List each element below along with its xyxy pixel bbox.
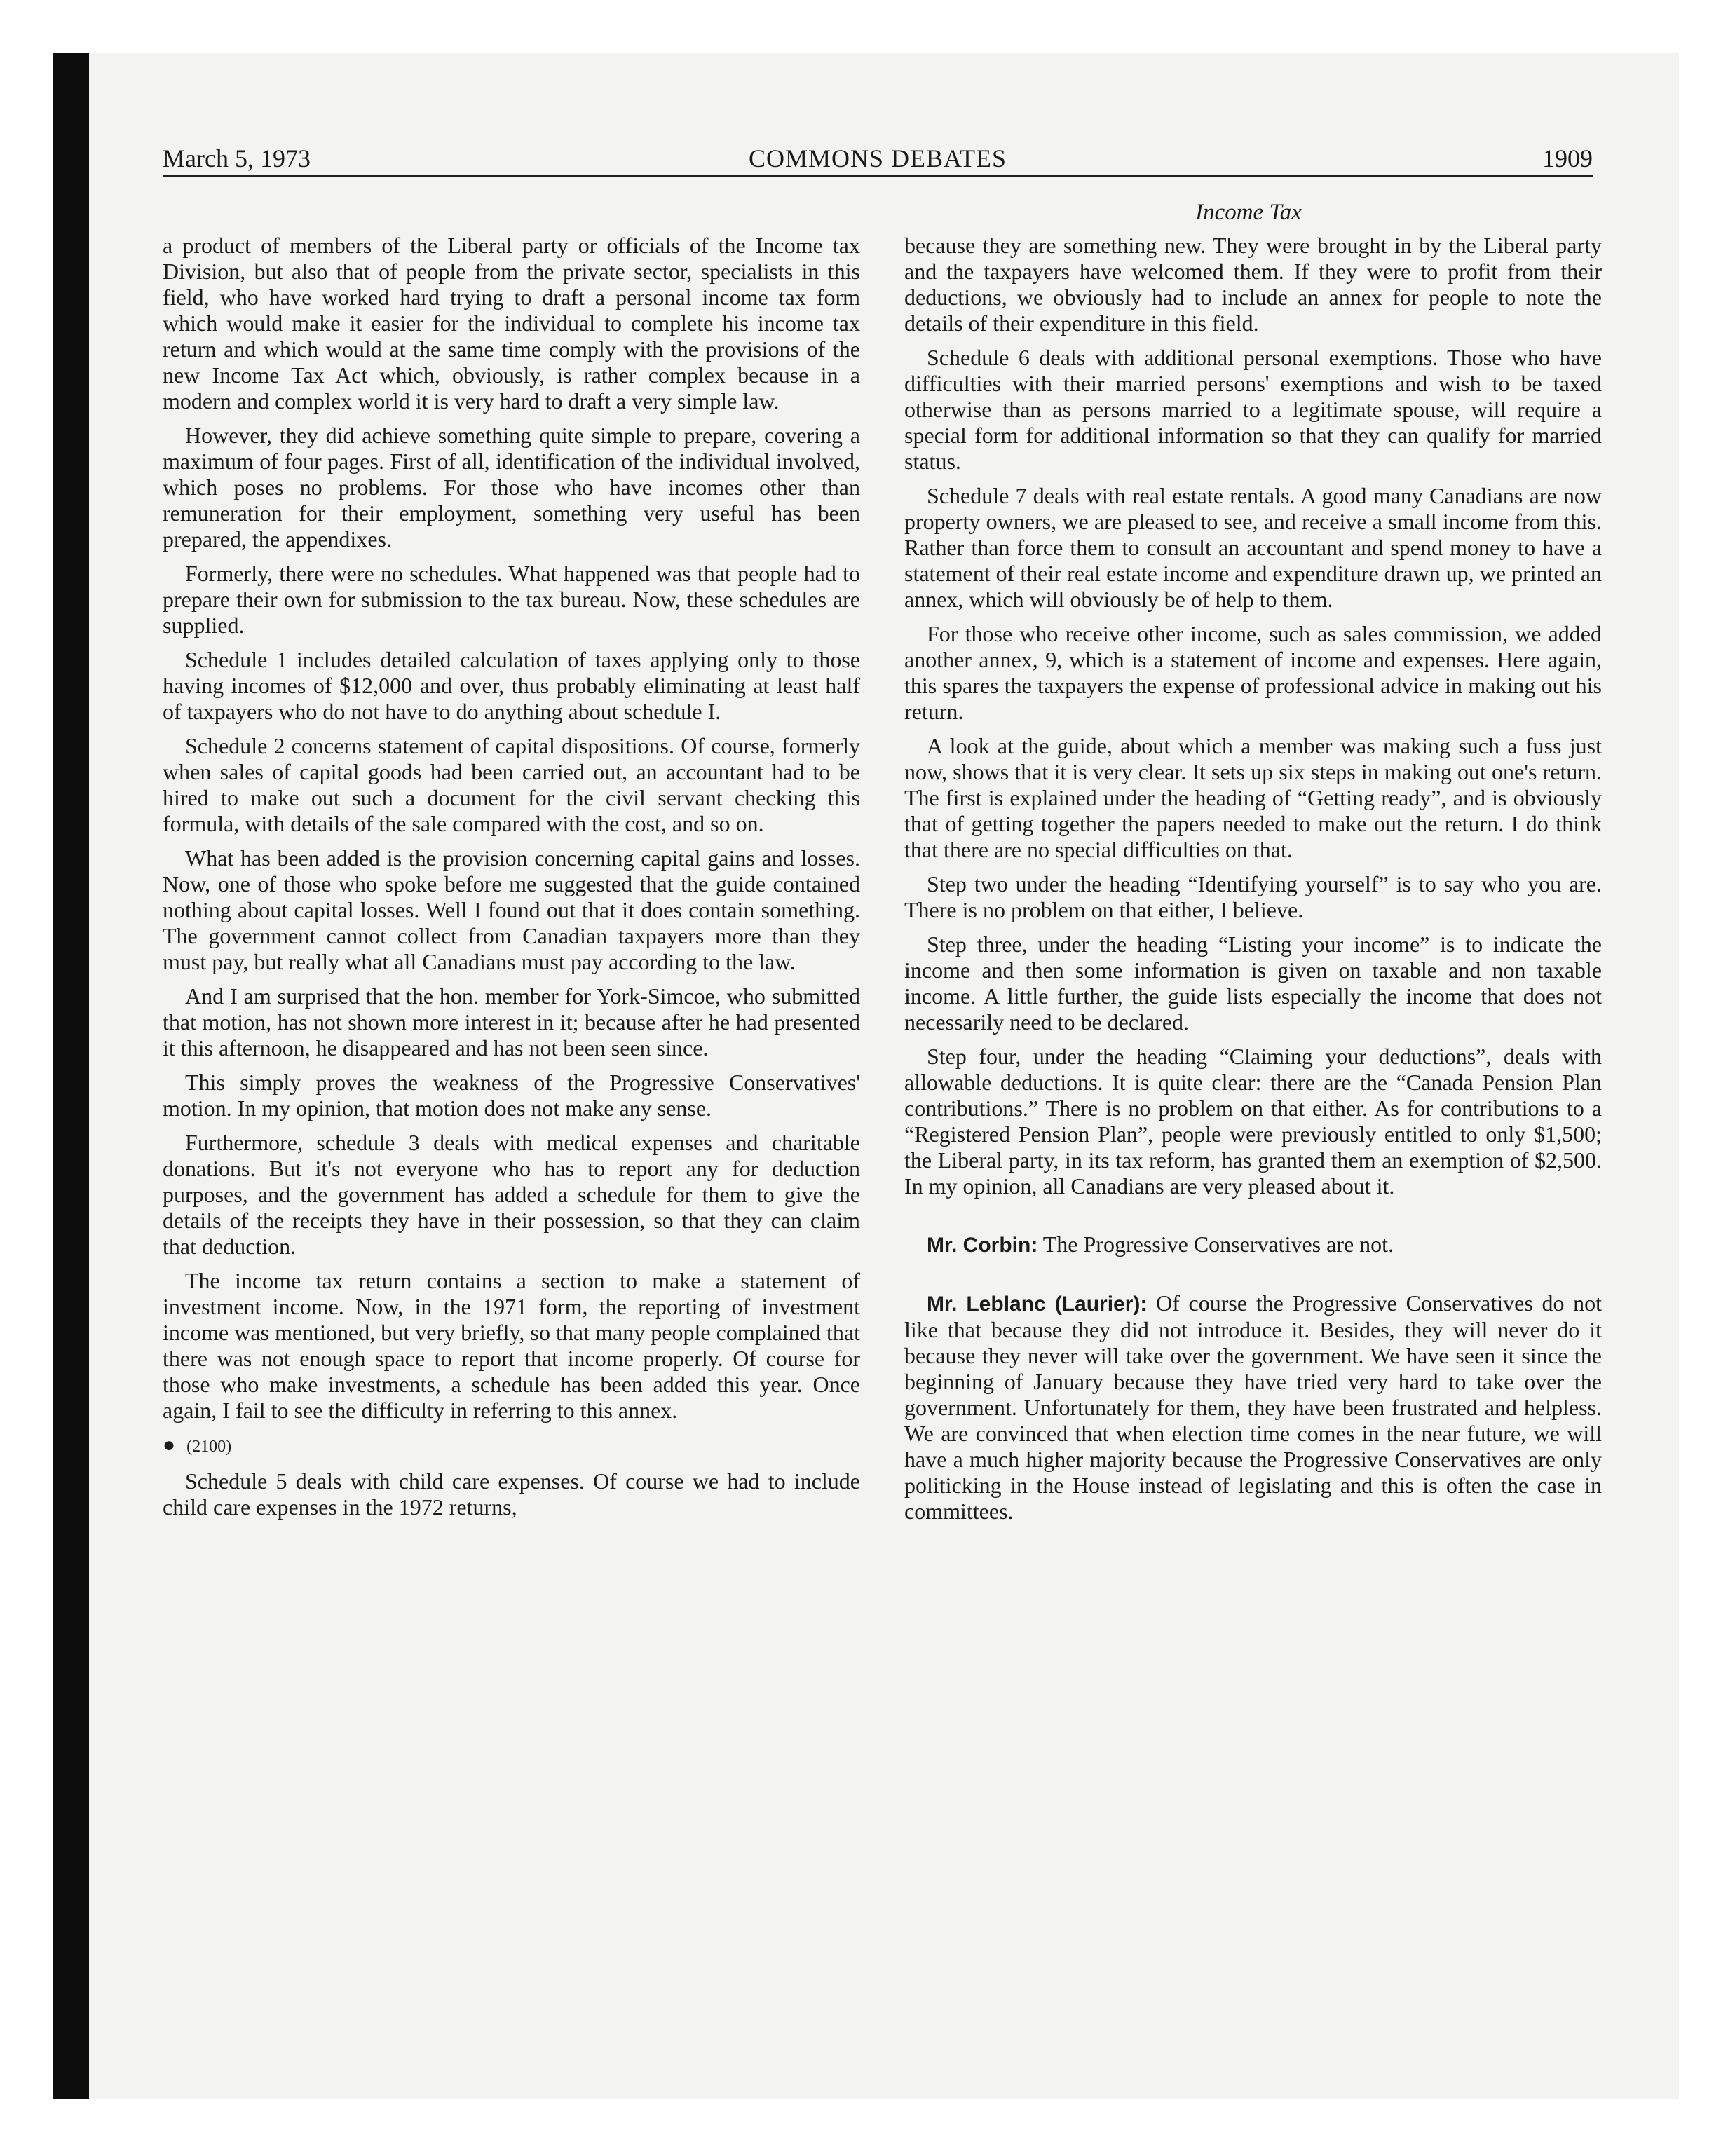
header-page-number: 1909: [1542, 144, 1593, 172]
paragraph: However, they did achieve something quite simple to prepare, covering a maximum of four pages. First of all, identification of the individual involved, which poses no problems. For those who have incomes other than remuneration for their employment, something very useful has been prepared, the appendixes.: [163, 423, 860, 552]
speech-text: Of course the Progressive Conservatives do not like that because they did not introduce it. Besides, they will never do it because they never will take over the government. We have seen it since the beginning of January because they have tried very hard to take over the government. Unfortunately for them, they have been frustrated and helpless. We are convinced that when election time comes in the near future, we will have a much higher majority because the Progressive Conservatives are only politicking in the House instead of legislating and this is often the case in committees.: [904, 1290, 1603, 1524]
speaker-name: Mr. Corbin:: [927, 1234, 1038, 1257]
time-marker: [163, 1432, 860, 1460]
paragraph: a product of members of the Liberal party or officials of the Income tax Division, but also that of people from the private sector, specialists in this field, who have worked hard trying to draft a personal income tax form which would make it easier for the individual to complete his income tax return and which would at the same time comply with the provisions of the new Income Tax Act which, obviously, is rather complex because in a modern and complex world it is very hard to draft a very simple law.: [163, 233, 860, 414]
paragraph: A look at the guide, about which a member was making such a fuss just now, shows that it is very clear. It sets up six steps in making out one's return. The first is explained under the heading of “Getting ready”, and is obviously that of getting together the papers needed to make out the return. I do think that there are no special difficulties on that.: [904, 733, 1602, 862]
header-title: COMMONS DEBATES: [748, 144, 1007, 172]
header-rule: [163, 175, 1593, 177]
paragraph: And I am surprised that the hon. member for York-Simcoe, who submitted that motion, has not shown more interest in it; because after he had presented it this afternoon, he disappeared and has not been seen since.: [163, 983, 860, 1060]
paragraph: For those who receive other income, such as sales commission, we added another annex, 9, which is a statement of income and expenses. Here again, this spares the taxpayers the expense of professional advice in making out his return.: [904, 621, 1602, 724]
running-head: Income Tax: [1195, 200, 1302, 225]
paragraph: Step two under the heading “Identifying yourself” is to say who you are. There is no problem on that either, I believe.: [904, 871, 1602, 922]
speech-corbin: [904, 1231, 1602, 1258]
paragraph: This simply proves the weakness of the Progressive Conservatives' motion. In my opinion, that motion does not make any sense.: [163, 1070, 860, 1121]
paragraph: Schedule 1 includes detailed calculation of taxes applying only to those having incomes of $12,000 and over, thus probably eliminating at least half of taxpayers who do not have to do anything about schedule I.: [163, 647, 860, 724]
paragraph: Step four, under the heading “Claiming your deductions”, deals with allowable deductions. It is quite clear: there are the “Canada Pension Plan contributions.” There is no problem on that either. As for contributions to a “Registered Pension Plan”, people were previously entitled to only $1,500; the Liberal party, in its tax reform, has granted them an exemption of $2,500. In my opinion, all Canadians are very pleased about it.: [904, 1044, 1602, 1199]
speaker-name: Mr. Leblanc (Laurier):: [927, 1292, 1148, 1316]
speech-text: The Progressive Conservatives are not.: [1042, 1231, 1394, 1257]
paragraph: Step three, under the heading “Listing your income” is to indicate the income and then some information is given on taxable and non taxable income. A little further, the guide lists especially the income that does not necessarily need to be declared.: [904, 932, 1602, 1035]
paragraph: Schedule 6 deals with additional personal exemptions. Those who have difficulties with their married persons' exemptions and wish to be taxed otherwise than as persons married to a legitimate spouse, will require a special form for additional information so that they can qualify for married status.: [904, 345, 1602, 474]
page-header: [163, 144, 1593, 179]
header-date: March 5, 1973: [163, 144, 311, 172]
time-marker-text: (2100): [186, 1438, 232, 1456]
paragraph: The income tax return contains a section to make a statement of investment income. Now, in the 1971 form, the reporting of investment income was mentioned, but very briefly, so that many people complained that there was not enough space to report that income properly. Of course for those who make investments, a schedule has been added this year. Once again, I fail to see the difficulty in referring to this annex.: [163, 1268, 860, 1423]
scan-black-edge: [53, 53, 89, 2099]
right-column: [904, 233, 1602, 1533]
left-column: [163, 233, 860, 1529]
paragraph: What has been added is the provision concerning capital gains and losses. Now, one of those who spoke before me suggested that the guide contained nothing about capital losses. Well I found out that it does contain something. The government cannot collect from Canadian taxpayers more than they must pay, but really what all Canadians must pay according to the law.: [163, 845, 860, 974]
paragraph: Schedule 7 deals with real estate rentals. A good many Canadians are now property owners, we are pleased to see, and receive a small income from this. Rather than force them to consult an accountant and spend money to have a statement of their real estate income and expenditure drawn up, we printed an annex, which will obviously be of help to them.: [904, 483, 1602, 612]
paragraph: Schedule 2 concerns statement of capital dispositions. Of course, formerly when sales of capital goods had been carried out, an accountant had to be hired to make out such a document for the civil servant checking this formula, with details of the sale compared with the cost, and so on.: [163, 733, 860, 836]
bullet-icon: ●: [163, 1433, 176, 1456]
paragraph: because they are something new. They were brought in by the Liberal party and the taxpayers have welcomed them. If they were to profit from their deductions, we obviously had to include an annex for people to note the details of their expenditure in this field.: [904, 233, 1602, 336]
paragraph: Schedule 5 deals with child care expenses. Of course we had to include child care expenses in the 1972 returns,: [163, 1468, 860, 1520]
paragraph: Furthermore, schedule 3 deals with medical expenses and charitable donations. But it's not everyone who has to report any for deduction purposes, and the government has added a schedule for them to give the details of the receipts they have in their possession, so that they can claim that deduction.: [163, 1130, 860, 1259]
speech-leblanc: [904, 1290, 1602, 1524]
paragraph: Formerly, there were no schedules. What happened was that people had to prepare their own for submission to the tax bureau. Now, these schedules are supplied.: [163, 561, 860, 638]
